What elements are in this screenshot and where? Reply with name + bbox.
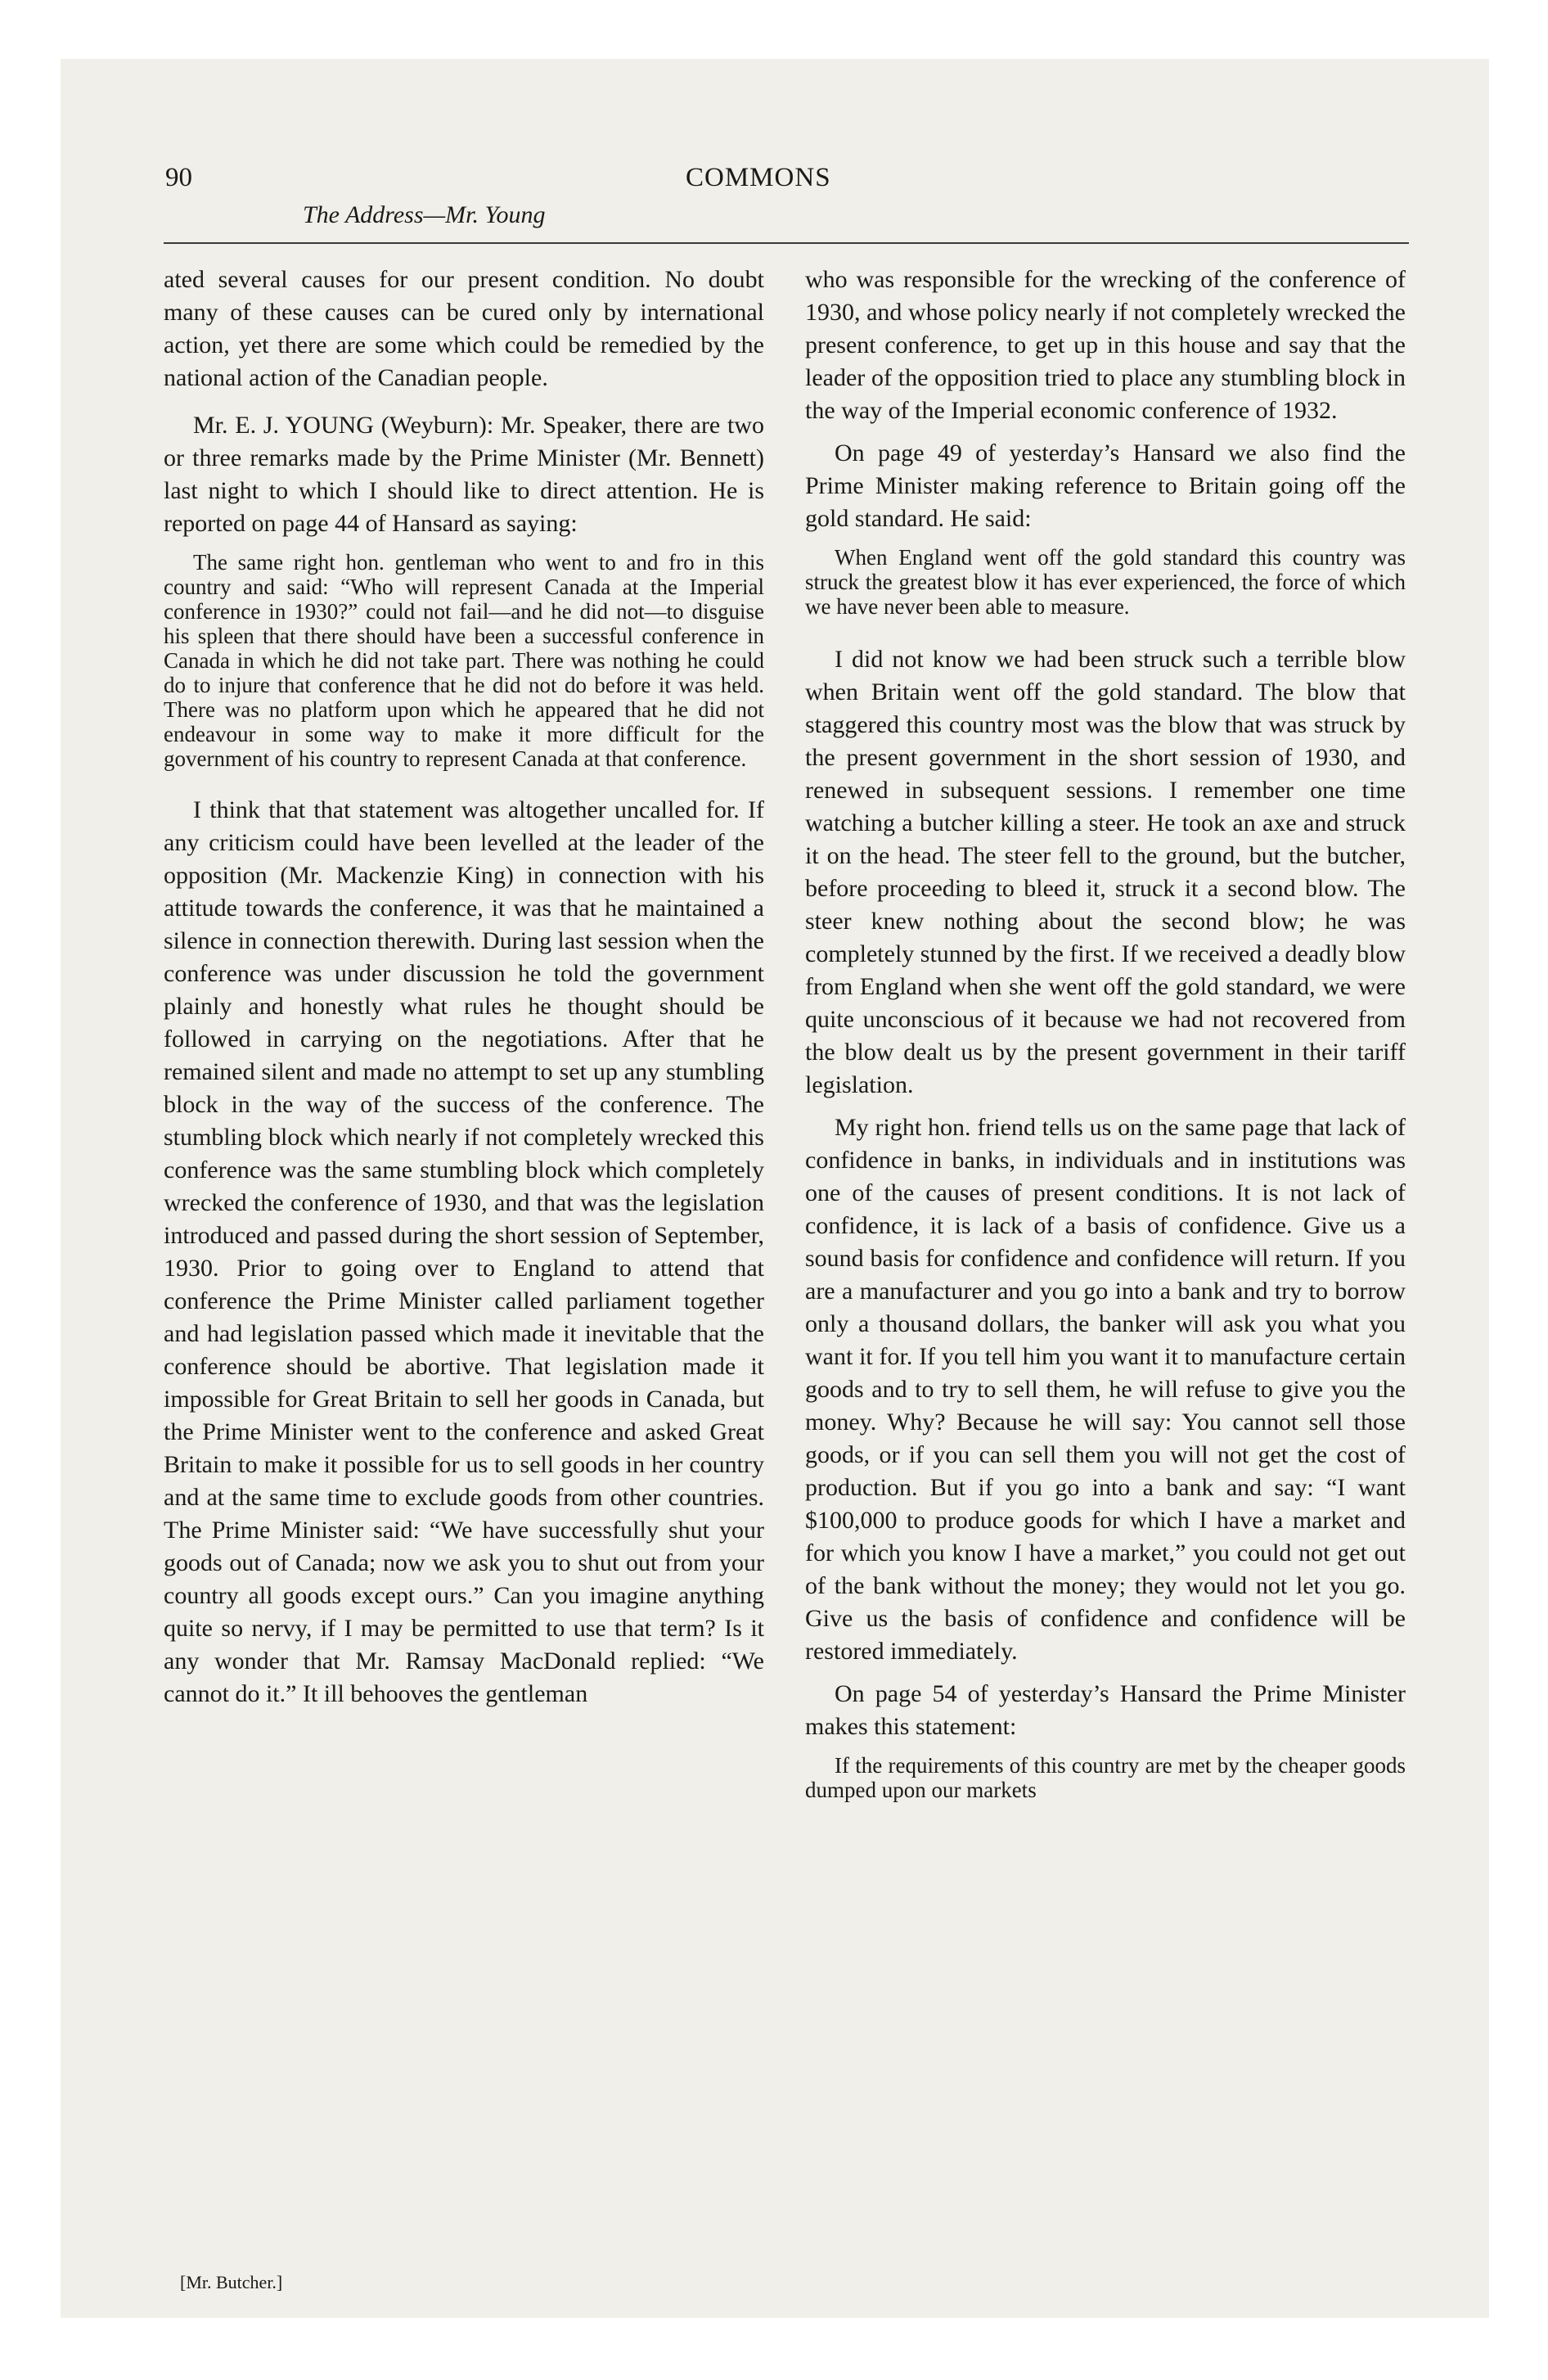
paragraph: ated several causes for our present condition. No doubt many of these causes can be cured only by international action, yet there are some which could be remedied by the national action of the Canadian people. (164, 266, 764, 391)
paragraph: I think that that statement was altogether uncalled for. If any criticism could have been levelled at the leader of the opposition (Mr. Mackenzie King) in connection with his attitude towards the conference, it was that he maintained a silence in connection therewith. During last session when the conference was under discussion he told the government plainly and honestly what rules he thought should be followed in carrying on the negotiations. After that he remained silent and made no attempt to set up any stumbling block in the way of the success of the conference. The stumbling block which nearly if not completely wrecked this conference was the same stumbling block which completely wrecked the conference of 1930, and that was the legislation introduced and passed during the short session of September, 1930. Prior to going over to England to attend that conference the Prime Minister called parliament together and had legislation passed which made it inevitable that the conference should be abortive. That legislation made it impossible for Great Britain to sell her goods in Canada, but the Prime Minister went to the conference and asked Great Britain to make it possible for us to sell goods in her country and at the same time to exclude goods from other countries. The Prime Minister said: “We have successfully shut your goods out of Canada; now we ask you to shut out from your country all goods except ours.” Can you imagine anything quite so nervy, if I may be permitted to use that term? Is it any wonder that Mr. Ramsay MacDonald replied: “We cannot do it.” It ill behooves the gentleman (164, 796, 764, 1707)
header-rule (164, 242, 1409, 244)
speaker-footnote: [Mr. Butcher.] (180, 2272, 283, 2292)
paragraph: Mr. E. J. YOUNG (Weyburn): Mr. Speaker, there are two or three remarks made by the Prime Minister (Mr. Bennett) last night to which I should like to direct attention. He is reported on page 44 of Hansard as saying: (164, 412, 764, 537)
block-quote: When England went off the gold standard this country was struck the greatest blow it has ever experienced, the force of which we have never been able to measure. (805, 545, 1406, 619)
running-head: COMMONS (686, 163, 831, 192)
left-column (164, 264, 764, 1720)
paragraph: who was responsible for the wrecking of the conference of 1930, and whose policy nearly if not completely wrecked the present conference, to get up in this house and say that the leader of the opposition tried to place any stumbling block in the way of the Imperial economic conference of 1932. (805, 266, 1406, 424)
paragraph: My right hon. friend tells us on the same page that lack of confidence in banks, in individuals and in institutions was one of the causes of present conditions. It is not lack of confidence, it is lack of a basis of confidence. Give us a sound basis for confidence and confidence will return. If you are a manufacturer and you go into a bank and try to borrow only a thousand dollars, the banker will ask you what you want it for. If you tell him you want it to manufacture certain goods and to try to sell them, he will refuse to give you the money. Why? Because he will say: You cannot sell those goods, or if you can sell them you will not get the cost of production. But if you go into a bank and say: “I want $100,000 to produce goods for which I have a market and for which you know I have a market,” you could not get out of the bank without the money; they would not let you go. Give us the basis of confidence and confidence will be restored immediately. (805, 1114, 1406, 1665)
page-subhead: The Address—Mr. Young (303, 201, 546, 228)
block-quote: The same right hon. gentleman who went to and fro in this country and said: “Who will represent Canada at the Imperial conference in 1930?” could not fail—and he did not—to disguise his spleen that there should have been a successful conference in Canada in which he did not take part. There was nothing he could do to injure that conference that he did not do before it was held. There was no platform upon which he appeared that he did not endeavour in some way to make it more difficult for the government of his country to represent Canada at that conference. (164, 550, 764, 771)
page-number: 90 (165, 163, 192, 192)
paragraph: On page 54 of yesterday’s Hansard the Prime Minister makes this statement: (805, 1680, 1406, 1740)
block-quote: If the requirements of this country are met by the cheaper goods dumped upon our markets (805, 1753, 1406, 1802)
right-column (805, 264, 1406, 1825)
paragraph: On page 49 of yesterday’s Hansard we also find the Prime Minister making reference to Britain going off the gold standard. He said: (805, 439, 1406, 532)
paragraph: I did not know we had been struck such a terrible blow when Britain went off the gold standard. The blow that staggered this country most was the blow that was struck by the present government in the short session of 1930, and renewed in subsequent sessions. I remember one time watching a butcher killing a steer. He took an axe and struck it on the head. The steer fell to the ground, but the butcher, before proceeding to bleed it, struck it a second blow. The steer knew nothing about the second blow; he was completely stunned by the first. If we received a deadly blow from England when she went off the gold standard, we were quite unconscious of it because we had not recovered from the blow dealt us by the present government in their tariff legislation. (805, 646, 1406, 1098)
